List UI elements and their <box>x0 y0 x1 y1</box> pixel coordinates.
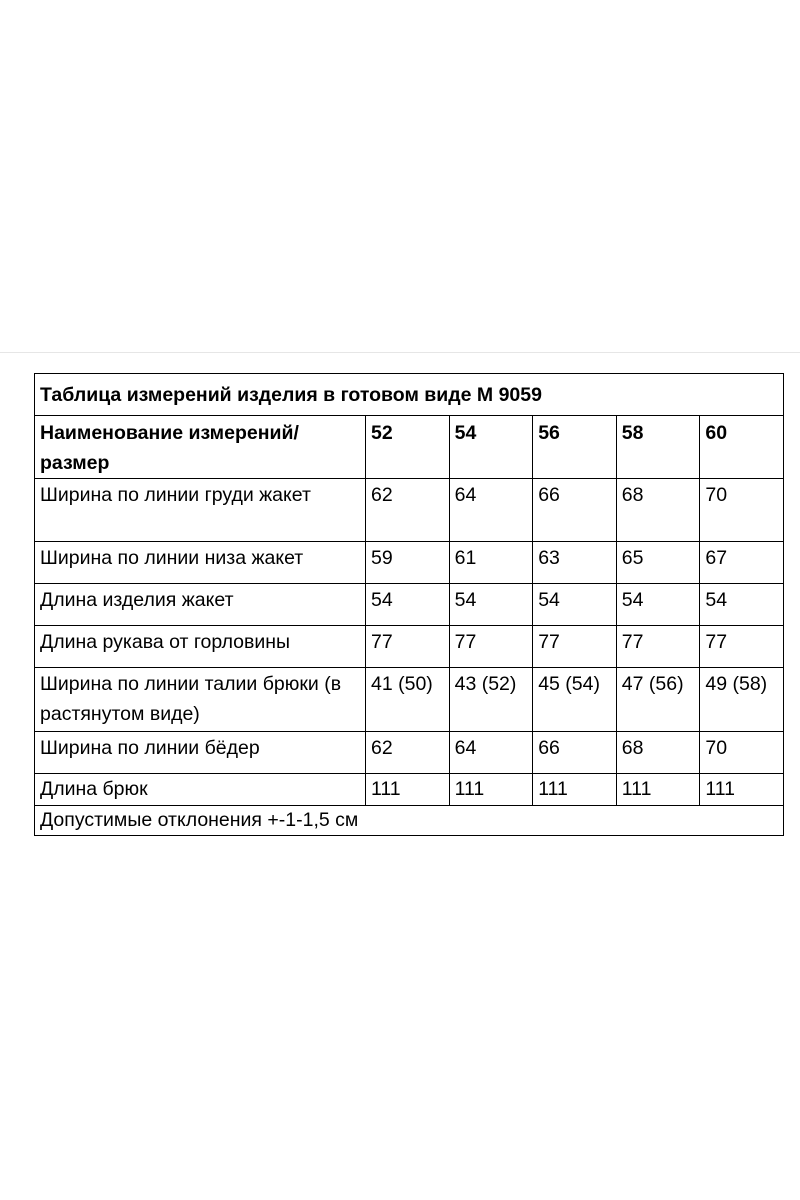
table-row <box>35 542 784 584</box>
header-size-cell: 56 <box>533 416 617 479</box>
row-value-cell: 62 <box>366 732 450 774</box>
row-name-cell: Ширина по линии низа жакет <box>35 542 366 584</box>
row-value-cell: 54 <box>700 584 784 626</box>
row-value-cell: 63 <box>533 542 617 584</box>
row-name-cell: Длина брюк <box>35 774 366 806</box>
row-name-cell: Ширина по линии груди жакет <box>35 479 366 542</box>
row-value-cell: 70 <box>700 479 784 542</box>
row-name-cell: Ширина по линии бёдер <box>35 732 366 774</box>
table-row <box>35 774 784 806</box>
row-value-cell: 54 <box>449 584 533 626</box>
table-row <box>35 732 784 774</box>
row-value-cell: 77 <box>616 626 700 668</box>
tolerance-note: Допустимые отклонения +-1-1,5 см <box>35 806 784 836</box>
row-value-cell: 111 <box>700 774 784 806</box>
row-value-cell: 77 <box>533 626 617 668</box>
table-row <box>35 668 784 732</box>
row-value-cell: 77 <box>700 626 784 668</box>
table-row <box>35 584 784 626</box>
table-row <box>35 626 784 668</box>
row-value-cell: 66 <box>533 479 617 542</box>
header-size-cell: 54 <box>449 416 533 479</box>
row-value-cell: 64 <box>449 732 533 774</box>
header-size-cell: 52 <box>366 416 450 479</box>
row-value-cell: 62 <box>366 479 450 542</box>
table-note-row <box>35 806 784 836</box>
row-value-cell: 67 <box>700 542 784 584</box>
table-row <box>35 479 784 542</box>
row-value-cell: 77 <box>366 626 450 668</box>
row-name-cell: Длина рукава от горловины <box>35 626 366 668</box>
table-header-row <box>35 416 784 479</box>
row-value-cell: 77 <box>449 626 533 668</box>
table-title: Таблица измерений изделия в готовом виде М 9059 <box>35 374 784 416</box>
header-name-cell: Наименование измерений/размер <box>35 416 366 479</box>
row-name-cell: Ширина по линии талии брюки (в растянутом виде) <box>35 668 366 732</box>
row-value-cell: 64 <box>449 479 533 542</box>
row-value-cell: 54 <box>366 584 450 626</box>
row-value-cell: 68 <box>616 479 700 542</box>
measurement-table <box>34 373 784 836</box>
row-value-cell: 111 <box>533 774 617 806</box>
row-value-cell: 49 (58) <box>700 668 784 732</box>
row-value-cell: 54 <box>616 584 700 626</box>
row-value-cell: 111 <box>449 774 533 806</box>
row-value-cell: 45 (54) <box>533 668 617 732</box>
row-value-cell: 61 <box>449 542 533 584</box>
row-value-cell: 66 <box>533 732 617 774</box>
header-size-cell: 60 <box>700 416 784 479</box>
row-value-cell: 111 <box>616 774 700 806</box>
row-value-cell: 65 <box>616 542 700 584</box>
row-value-cell: 47 (56) <box>616 668 700 732</box>
row-value-cell: 70 <box>700 732 784 774</box>
header-size-cell: 58 <box>616 416 700 479</box>
page-divider <box>0 352 800 353</box>
row-value-cell: 41 (50) <box>366 668 450 732</box>
table-title-row <box>35 374 784 416</box>
row-value-cell: 68 <box>616 732 700 774</box>
row-value-cell: 111 <box>366 774 450 806</box>
row-value-cell: 54 <box>533 584 617 626</box>
row-name-cell: Длина изделия жакет <box>35 584 366 626</box>
row-value-cell: 59 <box>366 542 450 584</box>
row-value-cell: 43 (52) <box>449 668 533 732</box>
